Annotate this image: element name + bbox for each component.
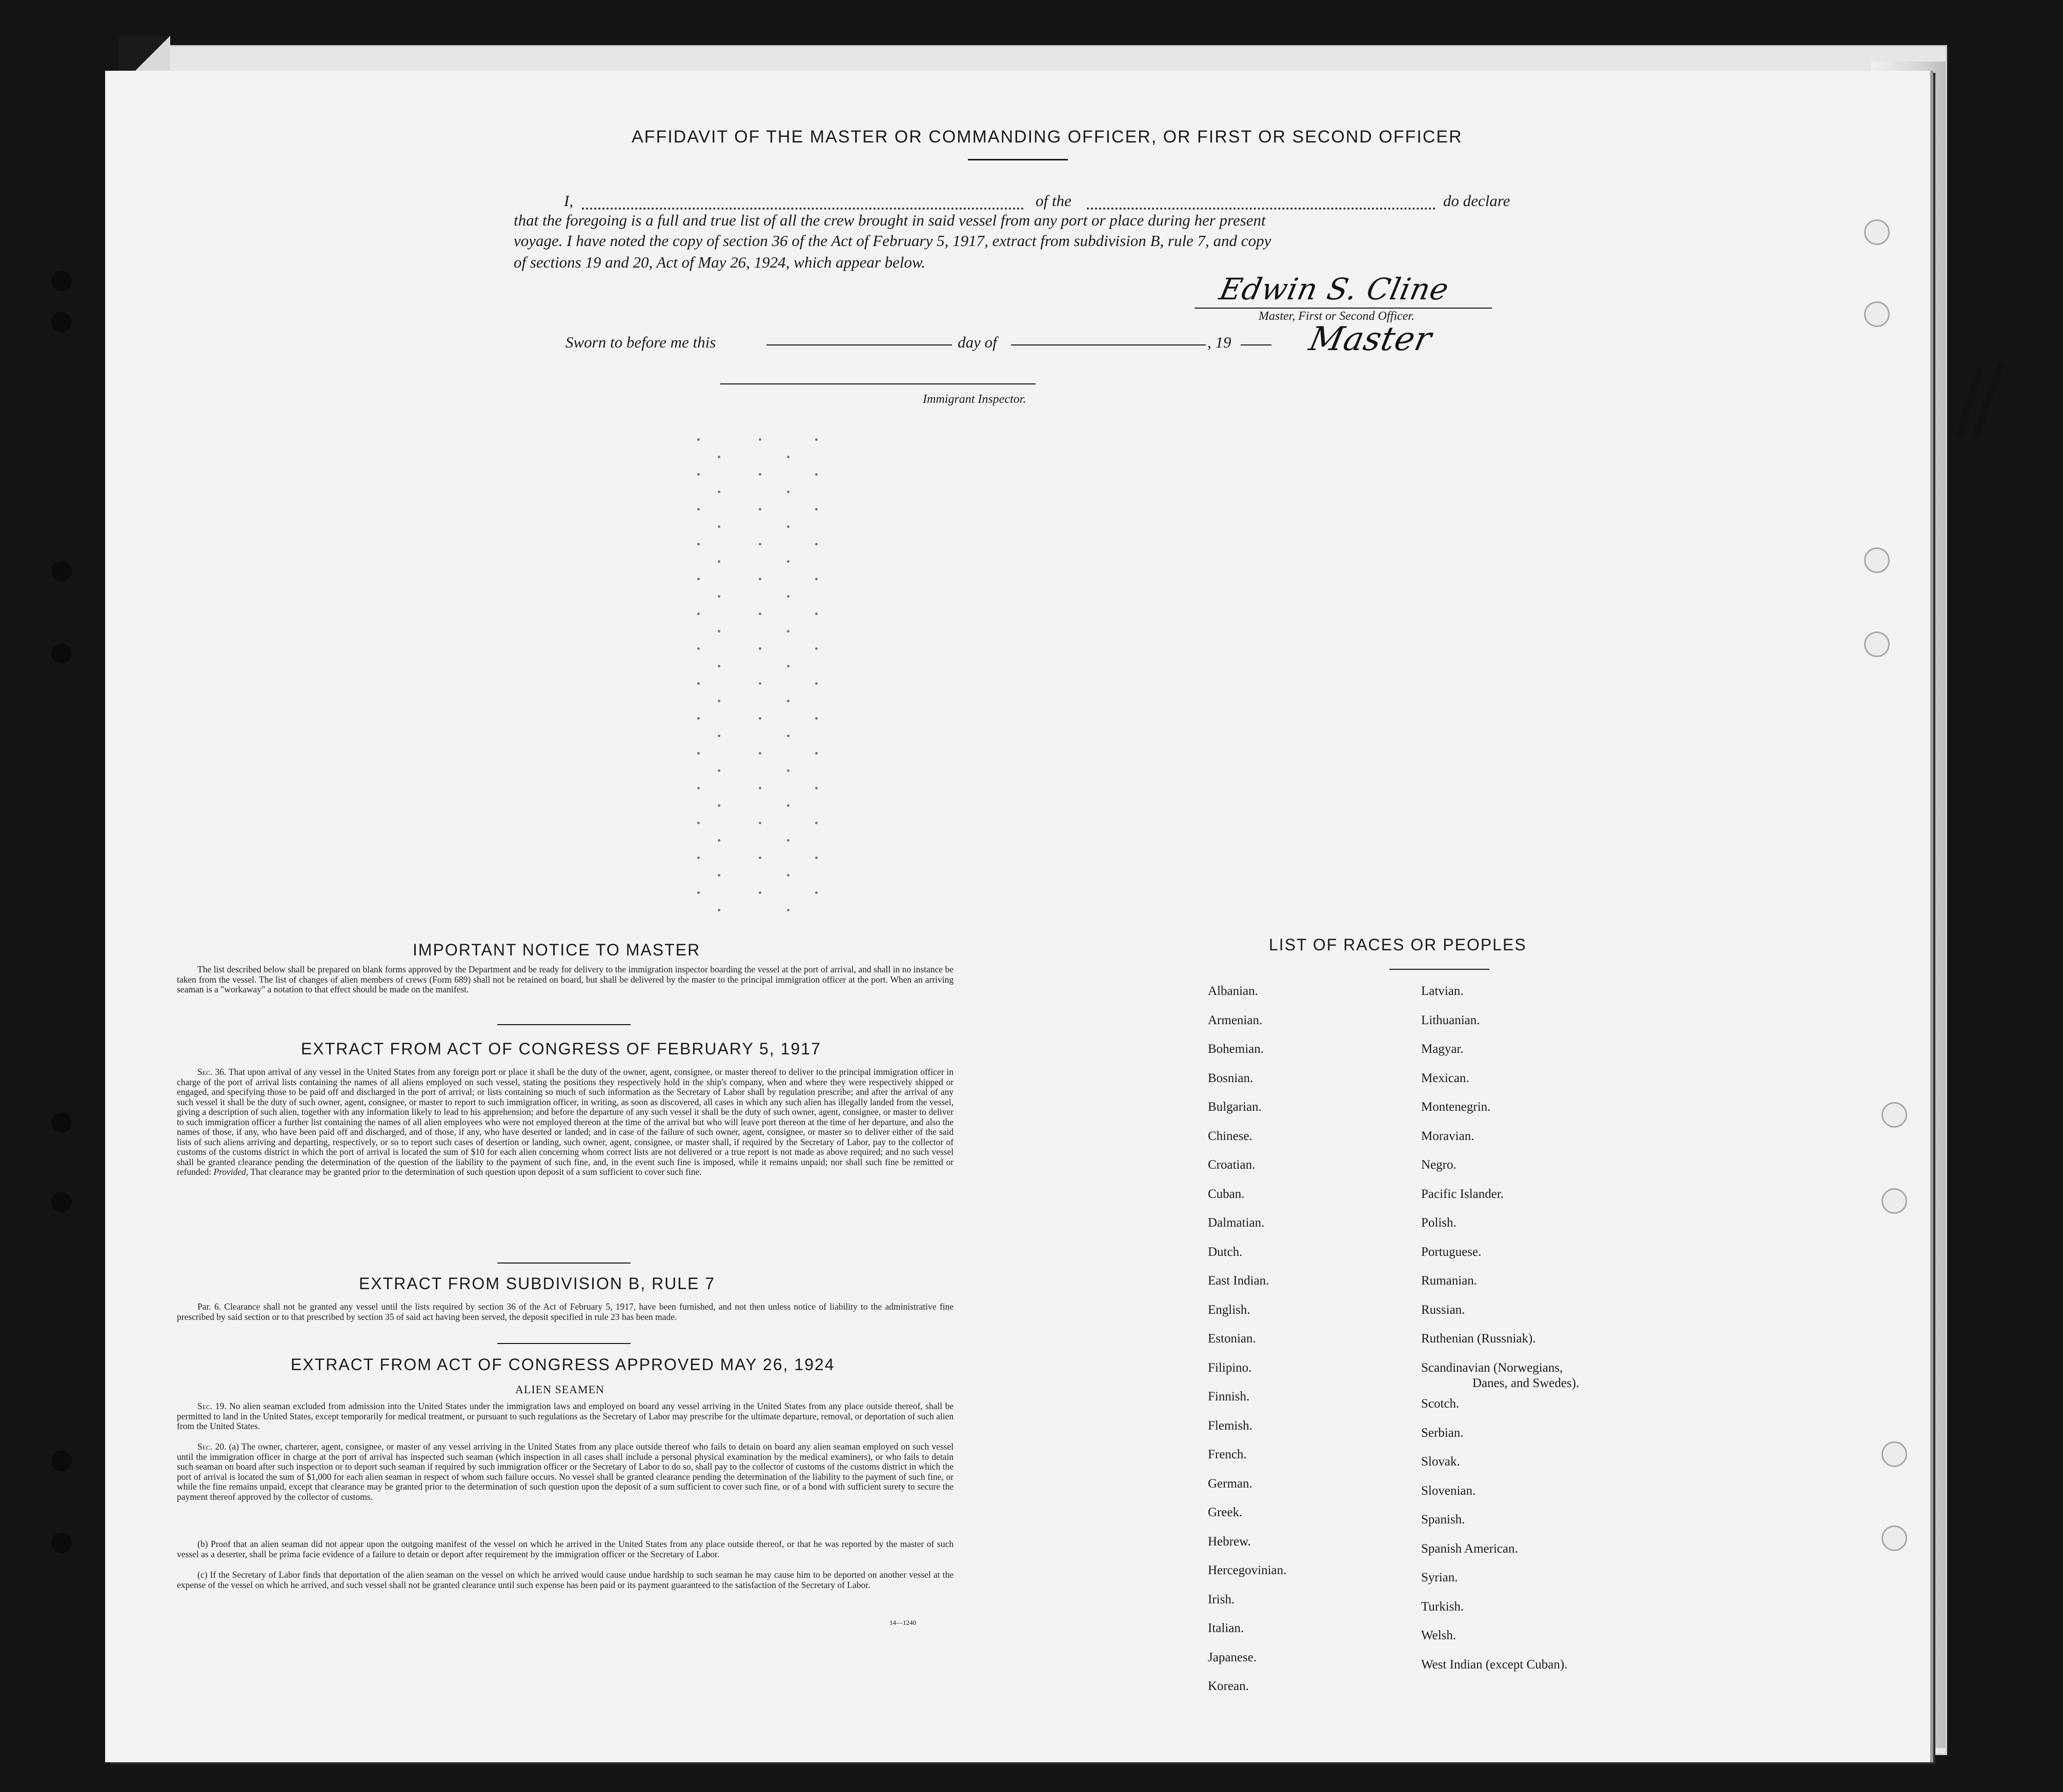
faint-dot bbox=[718, 839, 720, 842]
race-item: Dutch. bbox=[1208, 1245, 1243, 1259]
sec-19-text: No alien seaman excluded from admission into the United States under the immigration laws and employed on board any vessel arriving in the United States from any place outside thereof, shall be permitted to land in the United States, except temporarily for medical treatment, or pursuant to such regulations as the Secretary of Labor may prescribe for the ultimate departure, removal, or deportation of such alien from the United States. bbox=[177, 1401, 954, 1431]
signature-name: Edwin S. Cline bbox=[1216, 272, 1452, 307]
sec-20b-body: (b) Proof that an alien seaman did not appear upon the outgoing manifest of the vessel on which he arrived in the United States from any place outside thereof, or that he was reported by the master of such vessel as a deserter, shall be prima facie evidence of a failure to detain or deport after requirement by the immigration officer or the Secretary of Labor. bbox=[177, 1539, 954, 1559]
faint-dot bbox=[759, 613, 761, 615]
notice-title: IMPORTANT NOTICE TO MASTER bbox=[413, 941, 701, 959]
sec-36-text: That upon arrival of any vessel in the United States from any foreign port or place it shall be the duty of the owner, agent, consignee, or master thereof to deliver to the principal immigration officer in charge of the port of arrival lists containing the names of all aliens employed on such vessel, stating the positions they respectively hold in the ship's company, when and where they were respectively shipped or engaged, and specifying those to be paid off and discharged in the port of arrival; or lists containing so much of such information as the Secretary of Labor shall by regulation prescribe; and after the arrival of any such vessel it shall be the duty of such owner, agent, consignee, or master to report to such immigration officer, in writing, as soon as discovered, all cases in which any such alien has illegally landed from the vessel, giving a description of such alien, together with any information likely to lead to his apprehension; and before the departure of any such vessel it shall be the duty of such owner, agent, consignee, or master to deliver to such immigration officer a further list containing the names of all alien employees who were not employed thereon at the time of the arrival but who will leave port thereon at the time of her departure, and also the names of those, if any, who have been paid off and discharged, and of those, if any, who have deserted or landed; and in case of the failure of such owner, agent, consignee, or master so to deliver either of the said lists of such aliens arriving and departing, respectively, or so to report such cases of desertion or landing, such owner, agent, consignee, or master shall, if required by the Secretary of Labor, pay to the collector of customs of the customs district in which the port of arrival is located the sum of $10 for each alien concerning whom correct lists are not delivered or a true report is not made as above required; and no such vessel shall be granted clearance pending the determination of the question of the liability to the payment of such fine, and, in the event such fine is imposed, while it remains unpaid; nor shall such fine be remitted or refunded: bbox=[177, 1067, 954, 1177]
race-item: Serbian. bbox=[1421, 1426, 1464, 1440]
faint-dot bbox=[815, 578, 818, 580]
race-item: Bosnian. bbox=[1208, 1071, 1253, 1085]
faint-dot bbox=[759, 508, 761, 511]
sec-19-body bbox=[177, 1401, 954, 1432]
race-item: Chinese. bbox=[1208, 1129, 1252, 1143]
binder-hole bbox=[1882, 1525, 1907, 1551]
binder-hole bbox=[51, 1192, 72, 1212]
section-divider bbox=[497, 1024, 631, 1025]
race-item: Danes, and Swedes). bbox=[1472, 1376, 1580, 1390]
sec-20a-text: (a) The owner, charterer, agent, consignee, or master of any vessel arriving in the United States from any place outside thereof who fails to detain on board any alien seaman employed on such vessel until the immigration officer in charge at the port of arrival has inspected such seaman (which inspection in all cases shall include a personal physical examination by the medical examiners), or who fails to detain such seaman on board after such inspection or to deport such seaman if required by such immigration officer or the Secretary of Labor to do so, shall pay to the collector of customs of the customs district in which the port of arrival is located the sum of $1,000 for each alien seaman in respect of whom such failure occurs. No vessel shall be granted clearance pending the determination of the liability to the payment of such fine, or while the fine remains unpaid, except that clearance may be granted prior to the determination of such question upon the deposit of a sum sufficient to cover such fine, or of a bond with sufficient surety to secure the payment thereof approved by the collector of customs. bbox=[177, 1441, 954, 1502]
binder-hole bbox=[51, 312, 72, 332]
race-item: Magyar. bbox=[1421, 1042, 1464, 1056]
faint-dot bbox=[759, 822, 761, 824]
faint-dot bbox=[815, 438, 818, 441]
faint-dot bbox=[759, 578, 761, 580]
section-divider bbox=[497, 1262, 631, 1264]
sworn-month-line bbox=[1011, 344, 1206, 345]
race-item: Rumanian. bbox=[1421, 1274, 1478, 1288]
faint-dot bbox=[759, 891, 761, 894]
signature-line bbox=[1195, 308, 1492, 309]
faint-dot bbox=[787, 874, 790, 877]
race-item: Latvian. bbox=[1421, 984, 1464, 998]
race-item: Syrian. bbox=[1421, 1571, 1458, 1584]
faint-dot bbox=[718, 769, 720, 772]
race-item: Flemish. bbox=[1208, 1418, 1252, 1433]
faint-dot bbox=[718, 874, 720, 877]
faint-dot bbox=[697, 613, 700, 615]
binder-hole bbox=[1864, 547, 1890, 573]
faint-dot bbox=[787, 491, 790, 493]
faint-dot bbox=[718, 491, 720, 493]
race-item: Hercegovinian. bbox=[1208, 1563, 1287, 1577]
signature-caption: Master, First or Second Officer. bbox=[1259, 310, 1414, 323]
faint-dot bbox=[697, 473, 700, 476]
faint-dot bbox=[759, 857, 761, 859]
faint-dot bbox=[815, 543, 818, 545]
race-item: Polish. bbox=[1421, 1216, 1457, 1230]
proviso-label: Provided, bbox=[213, 1167, 249, 1177]
binder-hole bbox=[51, 1533, 72, 1553]
faint-dot bbox=[697, 543, 700, 545]
master-signature bbox=[1217, 272, 1452, 307]
faint-dot bbox=[718, 525, 720, 528]
affidavit-i: I, bbox=[564, 192, 574, 210]
faint-dot bbox=[697, 857, 700, 859]
extract-1924-title: EXTRACT FROM ACT OF CONGRESS APPROVED MAY 26, 1924 bbox=[291, 1355, 835, 1374]
faint-dot bbox=[697, 787, 700, 789]
vessel-blank-line bbox=[1087, 208, 1435, 210]
faint-dot bbox=[815, 891, 818, 894]
faint-dot bbox=[787, 909, 790, 911]
race-item: Armenian. bbox=[1208, 1013, 1263, 1027]
faint-dot bbox=[815, 473, 818, 476]
faint-dot bbox=[697, 578, 700, 580]
faint-dot bbox=[697, 891, 700, 894]
affidavit-of-the: of the bbox=[1036, 192, 1071, 210]
races-title: LIST OF RACES OR PEOPLES bbox=[1269, 935, 1527, 954]
inspector-signature-line bbox=[720, 383, 1036, 384]
race-item: Italian. bbox=[1208, 1621, 1244, 1635]
race-item: Pacific Islander. bbox=[1421, 1187, 1504, 1201]
race-item: Greek. bbox=[1208, 1505, 1243, 1519]
faint-dot bbox=[697, 717, 700, 720]
notice-body: The list described below shall be prepared on blank forms approved by the Department and be ready for delivery to the immigration inspector boarding the vessel at the port of arrival, and shall in no instance be taken from the vessel. The list of changes of alien members of crews (Form 689) shall not be retained on board, but shall be delivered by the master to the principal immigration officer at the port. When an arriving seaman is a "workaway" a notation to that effect should be made on the manifest. bbox=[177, 964, 954, 994]
faint-dot bbox=[697, 752, 700, 755]
sworn-year: , 19 bbox=[1207, 333, 1231, 351]
affidavit-line-2: that the foregoing is a full and true list of all the crew brought in said vessel from any port or place during her present bbox=[514, 211, 1266, 229]
faint-dot bbox=[815, 857, 818, 859]
faint-dot bbox=[787, 700, 790, 702]
race-item: Cuban. bbox=[1208, 1187, 1245, 1201]
faint-dot bbox=[759, 543, 761, 545]
race-item: Estonian. bbox=[1208, 1332, 1256, 1346]
faint-dot bbox=[787, 525, 790, 528]
inspector-caption: Immigrant Inspector. bbox=[923, 393, 1026, 406]
faint-dot bbox=[718, 804, 720, 807]
race-item: Dalmatian. bbox=[1208, 1216, 1265, 1230]
race-item: Negro. bbox=[1421, 1158, 1457, 1172]
race-item: Slovenian. bbox=[1421, 1483, 1476, 1498]
race-item: Portuguese. bbox=[1421, 1245, 1482, 1259]
faint-dot bbox=[815, 682, 818, 685]
affidavit-declare: do declare bbox=[1443, 192, 1510, 210]
alien-seamen-subtitle: ALIEN SEAMEN bbox=[515, 1383, 604, 1396]
faint-dot bbox=[787, 735, 790, 737]
sworn-day-of: day of bbox=[958, 333, 997, 351]
sworn-day-line bbox=[766, 344, 952, 345]
faint-dot bbox=[718, 700, 720, 702]
race-item: Russian. bbox=[1421, 1302, 1465, 1317]
race-item: Scandinavian (Norwegians, bbox=[1421, 1360, 1563, 1375]
faint-dot bbox=[787, 839, 790, 842]
faint-dot bbox=[759, 473, 761, 476]
faint-dot bbox=[787, 665, 790, 667]
faint-dot bbox=[718, 735, 720, 737]
faint-dot bbox=[759, 682, 761, 685]
race-item: Japanese. bbox=[1208, 1650, 1257, 1664]
rule-7-title: EXTRACT FROM SUBDIVISION B, RULE 7 bbox=[359, 1274, 716, 1293]
faint-dot bbox=[697, 508, 700, 511]
faint-dot bbox=[759, 647, 761, 650]
affidavit-title: AFFIDAVIT OF THE MASTER OR COMMANDING OFFICER, OR FIRST OR SECOND OFFICER bbox=[632, 127, 1463, 147]
binder-hole bbox=[1864, 632, 1890, 657]
faint-dot bbox=[718, 909, 720, 911]
race-item: Albanian. bbox=[1208, 984, 1258, 998]
race-item: Hebrew. bbox=[1208, 1534, 1251, 1549]
faint-dot bbox=[815, 752, 818, 755]
faint-dot bbox=[787, 560, 790, 563]
sec-20-label: Sec. 20. bbox=[197, 1441, 227, 1452]
faint-dot bbox=[759, 717, 761, 720]
faint-dot bbox=[815, 508, 818, 511]
race-item: Bohemian. bbox=[1208, 1042, 1264, 1056]
sworn-prefix: Sworn to before me this bbox=[565, 333, 716, 351]
faint-dot bbox=[759, 438, 761, 441]
rule-7-body: Par. 6. Clearance shall not be granted any vessel until the lists required by section 36 of the Act of February 5, 1917, have been furnished, and not then unless notice of liability to the administrative fine prescribed by said section or to that prescribed by section 35 of said act having been served, the deposit specified in rule 23 has been made. bbox=[177, 1301, 954, 1322]
faint-dot bbox=[759, 752, 761, 755]
faint-dot bbox=[787, 456, 790, 458]
binder-hole bbox=[1882, 1441, 1907, 1467]
name-blank-line bbox=[582, 208, 1024, 210]
sec-36-label: Sec. 36. bbox=[197, 1067, 227, 1077]
faint-dot bbox=[787, 630, 790, 633]
race-item: Croatian. bbox=[1208, 1158, 1256, 1172]
master-title-handwritten: Master bbox=[1306, 320, 1435, 358]
faint-dot bbox=[815, 787, 818, 789]
sec-36-text-end: That clearance may be granted prior to the determination of such question upon deposit of a sum sufficient to cover such fine. bbox=[248, 1167, 702, 1177]
sworn-year-line bbox=[1241, 344, 1271, 345]
faint-dot bbox=[815, 647, 818, 650]
race-item: West Indian (except Cuban). bbox=[1421, 1657, 1568, 1672]
sec-19-label: Sec. 19. bbox=[197, 1401, 227, 1411]
faint-dot bbox=[718, 560, 720, 563]
faint-dot bbox=[787, 595, 790, 598]
faint-dot bbox=[815, 717, 818, 720]
faint-dot bbox=[815, 613, 818, 615]
faint-dot bbox=[718, 630, 720, 633]
race-item: Welsh. bbox=[1421, 1628, 1457, 1642]
binder-hole bbox=[1882, 1102, 1907, 1128]
section-divider bbox=[497, 1343, 631, 1344]
race-item: German. bbox=[1208, 1476, 1252, 1491]
faint-dot bbox=[787, 769, 790, 772]
race-item: Slovak. bbox=[1421, 1455, 1460, 1469]
race-item: Lithuanian. bbox=[1421, 1013, 1480, 1027]
races-divider bbox=[1389, 969, 1489, 970]
form-number: 14—1240 bbox=[889, 1619, 916, 1626]
title-underline bbox=[968, 159, 1068, 160]
faint-dot bbox=[787, 804, 790, 807]
race-item: Scotch. bbox=[1421, 1397, 1460, 1411]
race-item: Filipino. bbox=[1208, 1360, 1252, 1375]
race-item: Spanish American. bbox=[1421, 1541, 1518, 1556]
binder-hole bbox=[51, 1451, 72, 1471]
extract-1917-title: EXTRACT FROM ACT OF CONGRESS OF FEBRUARY 5, 1917 bbox=[301, 1040, 821, 1058]
race-item: English. bbox=[1208, 1302, 1250, 1317]
race-item: Ruthenian (Russniak). bbox=[1421, 1332, 1536, 1346]
faint-dot bbox=[718, 595, 720, 598]
race-item: East Indian. bbox=[1208, 1274, 1269, 1288]
race-item: Korean. bbox=[1208, 1679, 1249, 1693]
document-page bbox=[105, 71, 1930, 1762]
race-item: Mexican. bbox=[1421, 1071, 1469, 1085]
binder-hole bbox=[1864, 219, 1890, 245]
extract-1917-body bbox=[177, 1067, 954, 1177]
binder-hole bbox=[51, 1112, 72, 1133]
faint-dot bbox=[697, 822, 700, 824]
race-item: Finnish. bbox=[1208, 1390, 1250, 1403]
faint-dot bbox=[697, 682, 700, 685]
race-item: French. bbox=[1208, 1448, 1247, 1461]
race-item: Spanish. bbox=[1421, 1513, 1465, 1526]
race-item: Turkish. bbox=[1421, 1599, 1464, 1614]
binder-hole bbox=[51, 271, 72, 291]
race-item: Montenegrin. bbox=[1421, 1100, 1491, 1114]
sec-20c-body: (c) If the Secretary of Labor finds that deportation of the alien seaman on the vessel on which he arrived would cause undue hardship to such seaman he may cause him to be deported on another vessel at the expense of the vessel on which he arrived, and such vessel shall not be granted clearance until such expense has been paid or its payment guaranteed to the satisfaction of the Secretary of Labor. bbox=[177, 1570, 954, 1590]
binder-hole bbox=[51, 561, 72, 582]
race-item: Irish. bbox=[1208, 1592, 1235, 1606]
faint-dot bbox=[718, 665, 720, 667]
faint-dot bbox=[718, 456, 720, 458]
faint-dot bbox=[815, 822, 818, 824]
faint-dot bbox=[759, 787, 761, 789]
race-item: Bulgarian. bbox=[1208, 1100, 1262, 1114]
binder-hole bbox=[1882, 1188, 1907, 1214]
affidavit-line-3: voyage. I have noted the copy of section 36 of the Act of February 5, 1917, extract from subdivision B, rule 7, and copy bbox=[514, 232, 1271, 250]
race-item: Moravian. bbox=[1421, 1129, 1474, 1143]
sec-20a-body bbox=[177, 1442, 954, 1502]
binder-hole bbox=[1864, 301, 1890, 327]
affidavit-line-4: of sections 19 and 20, Act of May 26, 1924, which appear below. bbox=[514, 253, 926, 271]
binder-hole bbox=[51, 643, 72, 664]
faint-dot bbox=[697, 438, 700, 441]
faint-dot bbox=[697, 647, 700, 650]
